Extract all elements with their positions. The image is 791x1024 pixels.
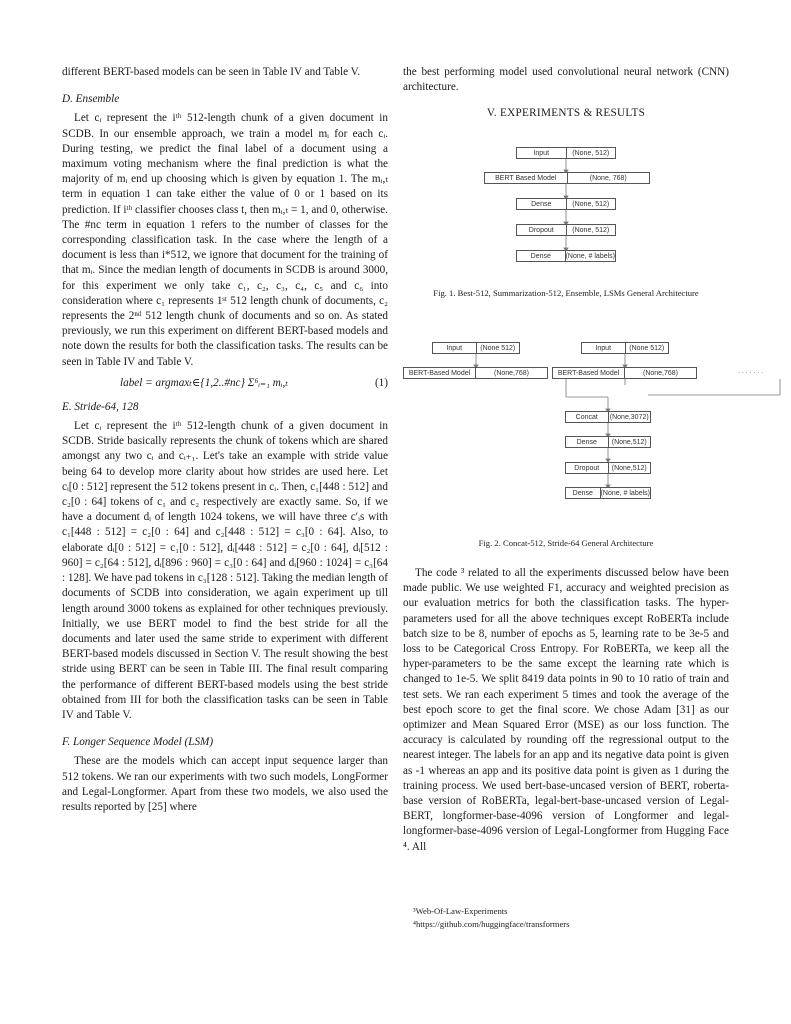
fig2-caption: Fig. 2. Concat-512, Stride-64 General Architecture (478, 538, 654, 548)
fig2-left-bert (403, 367, 548, 379)
fig1-dropout-shape: (None, 512) (572, 226, 610, 234)
fig1-dense-layer (516, 198, 616, 210)
fig2-concat-shape: (None,3072) (609, 413, 649, 421)
footnote-3: ³Web-Of-Law-Experiments (413, 906, 508, 916)
fig1-bert-layer (484, 172, 650, 184)
fig2-left-bert-name: BERT-Based Model (408, 369, 471, 377)
fig1-dense-name: Dense (531, 200, 552, 208)
fig1-bert-shape: (None, 768) (589, 174, 627, 182)
section-f-title: F. Longer Sequence Model (LSM) (62, 736, 214, 749)
section-d-paragraph: Let cᵢ represent the iᵗʰ 512-length chunk of a given document in SCDB. In our ensemble approach, we train a model mᵢ for each cᵢ. During testing, we predict the final label of a document using a maximum voting mechanism where the final prediction is what the majority of mᵢ end up choosing which is given by equation 1. The mᵢ,ₜ term in equation 1 can take either the value of 0 or 1 based on its prediction. If iᵗʰ classifier chooses class t, then mᵢ,ₜ = 1, and 0, otherwise. The #nc term in equation 1 refers to the number of classes for the corresponding classification task. In the case where the length of a document is less than i*512, we ignore that document for the training of that mᵢ. Since the median length of documents in SCDB is around 3000, for this experiment we only take c₁, c₂, c₃, c₄, c₅ and c₆ into consideration where c₁ represents 1ˢᵗ 512 length chunk of documents, c₂ represents the 2ⁿᵈ 512 length chunk of documents and so on. As stated previously, we run this experiment on different BERT-based models and note down the results for both the classification tasks. The results can be seen in Table IV and Table V. (62, 112, 388, 368)
fig2-left-input-shape: (None 512) (480, 344, 516, 352)
fig1-input-layer (516, 147, 616, 159)
footnote-4: ⁴https://github.com/huggingface/transformers (413, 919, 570, 929)
fig2-dense-name: Dense (576, 438, 597, 446)
right-intro-paragraph: the best performing model used convolutional neural network (CNN) architecture. (403, 66, 729, 94)
fig1-dense-shape: (None, 512) (572, 200, 610, 208)
section-f-paragraph: These are the models which can accept input sequence larger than 512 tokens. We ran our experiments with two such models, LongFormer and Legal-Longformer. Apart from these two models, we also used the results reported by [25] where (62, 755, 388, 813)
section-d-title: D. Ensemble (62, 93, 120, 106)
fig2-dropout-shape: (None,512) (611, 464, 647, 472)
fig2-left-input-name: Input (446, 344, 463, 352)
fig2-dense-layer (565, 436, 651, 448)
fig1-input-shape: (None, 512) (572, 149, 610, 157)
fig1-output-layer (516, 250, 616, 262)
fig2-concat-layer (565, 411, 651, 423)
fig2-right-bert-name: BERT-Based Model (557, 369, 620, 377)
equation-number: (1) (374, 376, 388, 389)
fig2-ellipsis: . . . . . . . (738, 368, 764, 375)
section-e-title: E. Stride-64, 128 (62, 400, 139, 413)
section-e-paragraph: Let cᵢ represent the iᵗʰ 512-length chunk of a given document in SCDB. Stride basically represents the chunk of tokens which are shared amongst any two cᵢ and cᵢ₊₁. Let's take an example with stride value being 64 to develop more clarity about how strides are used here. Let cᵢ[0 : 512] represent the 512 tokens present in cᵢ. Then, c₁[448 : 512] and c₂[0 : 64] tokens of c₁ and c₂ respectively are exactly same. So, if we have a document dᵢ of length 1024 tokens, we will have three c′ᵢs with c₁[448 : 512] = c₂[0 : 64] and c₂[448 : 512] = c₃[0 : 64]. Also, to elaborate dᵢ[0 : 512] = c₁[0 : 512], dᵢ[448 : 512] = c₂[0 : 64], dᵢ[512 : 960] = c₂[64 : 512], dᵢ[896 : 960] = c₃[0 : 64] and dᵢ[960 : 1024] = c₃[64 : 128]. We have pad tokens in c₃[128 : 512]. Taking the median length of documents of SCDB into consideration, we again experiment up till length around 3000 tokens as explained for other techniques previously. Initially, we use BERT model to find the best stride for all the documents and later used the same stride to experiment with different BERT-based models discussed in Section V. The result showing the best stride using BERT can be seen in Table III. The final result comparing the performance of different BERT-based models using the best stride obtained from III for both the classification tasks can be seen in Table IV and Table V. (62, 420, 388, 721)
fig1-caption: Fig. 1. Best-512, Summarization-512, Ensemble, LSMs General Architecture (433, 288, 699, 298)
fig2-output-layer (565, 487, 651, 499)
section-v-heading: V. EXPERIMENTS & RESULTS (486, 107, 646, 119)
fig2-dropout-layer (565, 462, 651, 474)
fig2-output-name: Dense (572, 489, 593, 497)
fig1-input-name: Input (533, 149, 550, 157)
fig2-left-input (432, 342, 520, 354)
fig1-bert-name: BERT Based Model (495, 174, 557, 182)
fig1-dropout-layer (516, 224, 616, 236)
experiments-paragraph: The code ³ related to all the experiments discussed below have been made public. We use weighted F1, accuracy and weighted precision as our evaluation metrics for both the classification tasks. The hyper-parameters used for all the above techniques except RoBERTa include batch size to be 8, number of epochs as 5, learning rate to be 3e-5 and loss to be Categorical Cross Entropy. For RoBERTa, we keep all the hyper-parameters to be the same except the learning rate which is changed to 1e-5. We split 8419 data points in 90 to 10 ratio of train and test sets. We ran each experiment 5 times and took the average of the best epoch score to get the final score. We chose Adam [31] as our optimizer and Mean Squared Error (MSE) as our loss function. The accuracy is calculated by rounding off the regressional output to the nearest integer. The labels for an app and its negative data point is given as -1 whereas an app and its positive data point is given as 1 during the training process. We used bert-base-uncased version of BERT, roberta-base version of RoBERTa, legal-bert-base-uncased version of Legal-BERT, longformer-base-4096 version of Longformer and legal-longformer-base-4096 version of Legal-Longformer from Hugging Face ⁴. All (403, 567, 729, 853)
fig2-right-bert-shape: (None,768) (642, 369, 679, 377)
fig2-dense-shape: (None,512) (611, 438, 647, 446)
fig1-output-name: Dense (530, 252, 551, 260)
fig2-output-shape: (None, # labels) (600, 489, 650, 497)
fig1-dropout-name: Dropout (528, 226, 554, 234)
fig2-right-bert (552, 367, 697, 379)
fig2-right-input (581, 342, 669, 354)
left-intro-paragraph: different BERT-based models can be seen in Table IV and Table V. (62, 66, 361, 78)
fig2-dropout-name: Dropout (574, 464, 600, 472)
fig1-output-shape: (None, # labels) (565, 252, 615, 260)
fig2-right-input-name: Input (595, 344, 612, 352)
equation-expression: label = argmaxₜ∈{1,2..#nc} Σ⁶ᵢ₌₁ mᵢ,ₜ (120, 376, 289, 389)
fig2-right-input-shape: (None 512) (629, 344, 665, 352)
fig2-left-bert-shape: (None,768) (493, 369, 530, 377)
right-body (403, 566, 729, 855)
fig2-concat-name: Concat (575, 413, 598, 421)
